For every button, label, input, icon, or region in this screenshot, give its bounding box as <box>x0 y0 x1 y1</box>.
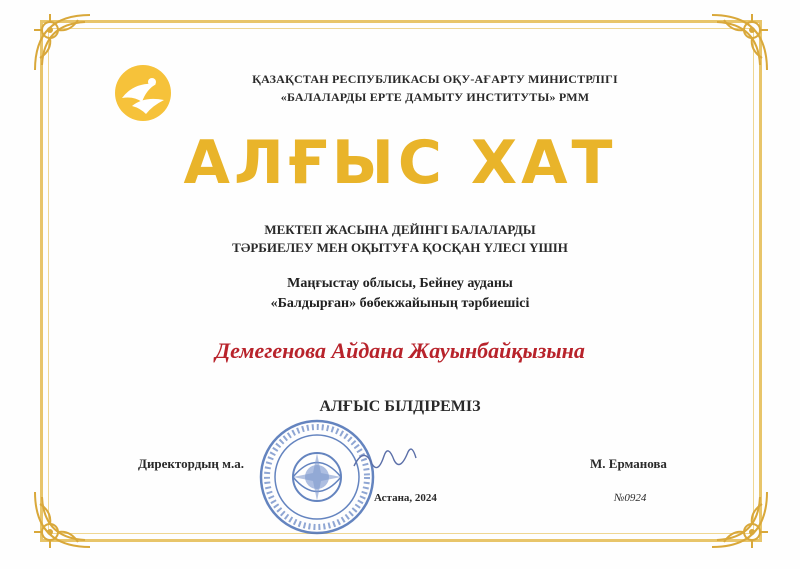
signature-icon <box>350 438 420 478</box>
ministry-name: ҚАЗАҚСТАН РЕСПУБЛИКАСЫ ОҚУ-АҒАРТУ МИНИСТРЛІГІ <box>252 72 618 86</box>
institute-name: «БАЛАЛАРДЫ ЕРТЕ ДАМЫТУ ИНСТИТУТЫ» РММ <box>280 90 590 104</box>
corner-ornament-icon <box>30 10 100 80</box>
recipient-name: Демегенова Айдана Жауынбайқызына <box>215 338 585 363</box>
subtitle-line-2: ТӘРБИЕЛЕУ МЕН ОҚЫТУҒА ҚОСҚАН ҮЛЕСІ ҮШІН <box>232 240 568 255</box>
recipient-location: Маңғыстау облысы, Бейнеу ауданы <box>287 276 513 291</box>
city-year: Астана, 2024 <box>374 492 437 504</box>
subtitle-line-1: МЕКТЕП ЖАСЫНА ДЕЙІНГІ БАЛАЛАРДЫ <box>264 222 536 237</box>
corner-ornament-icon <box>30 482 100 552</box>
corner-ornament-icon <box>702 482 772 552</box>
certificate-number: №0924 <box>614 492 647 504</box>
institute-logo-icon <box>112 62 174 124</box>
thanks-statement: АЛҒЫС БІЛДІРЕМІЗ <box>319 398 481 415</box>
recipient-position: «Балдырған» бөбекжайының тәрбиешісі <box>270 296 530 311</box>
signer-name: М. Ерманова <box>590 456 667 471</box>
director-label: Директордың м.а. <box>138 456 245 471</box>
corner-ornament-icon <box>702 10 772 80</box>
certificate-title: АЛҒЫС ХАТ <box>183 128 617 198</box>
